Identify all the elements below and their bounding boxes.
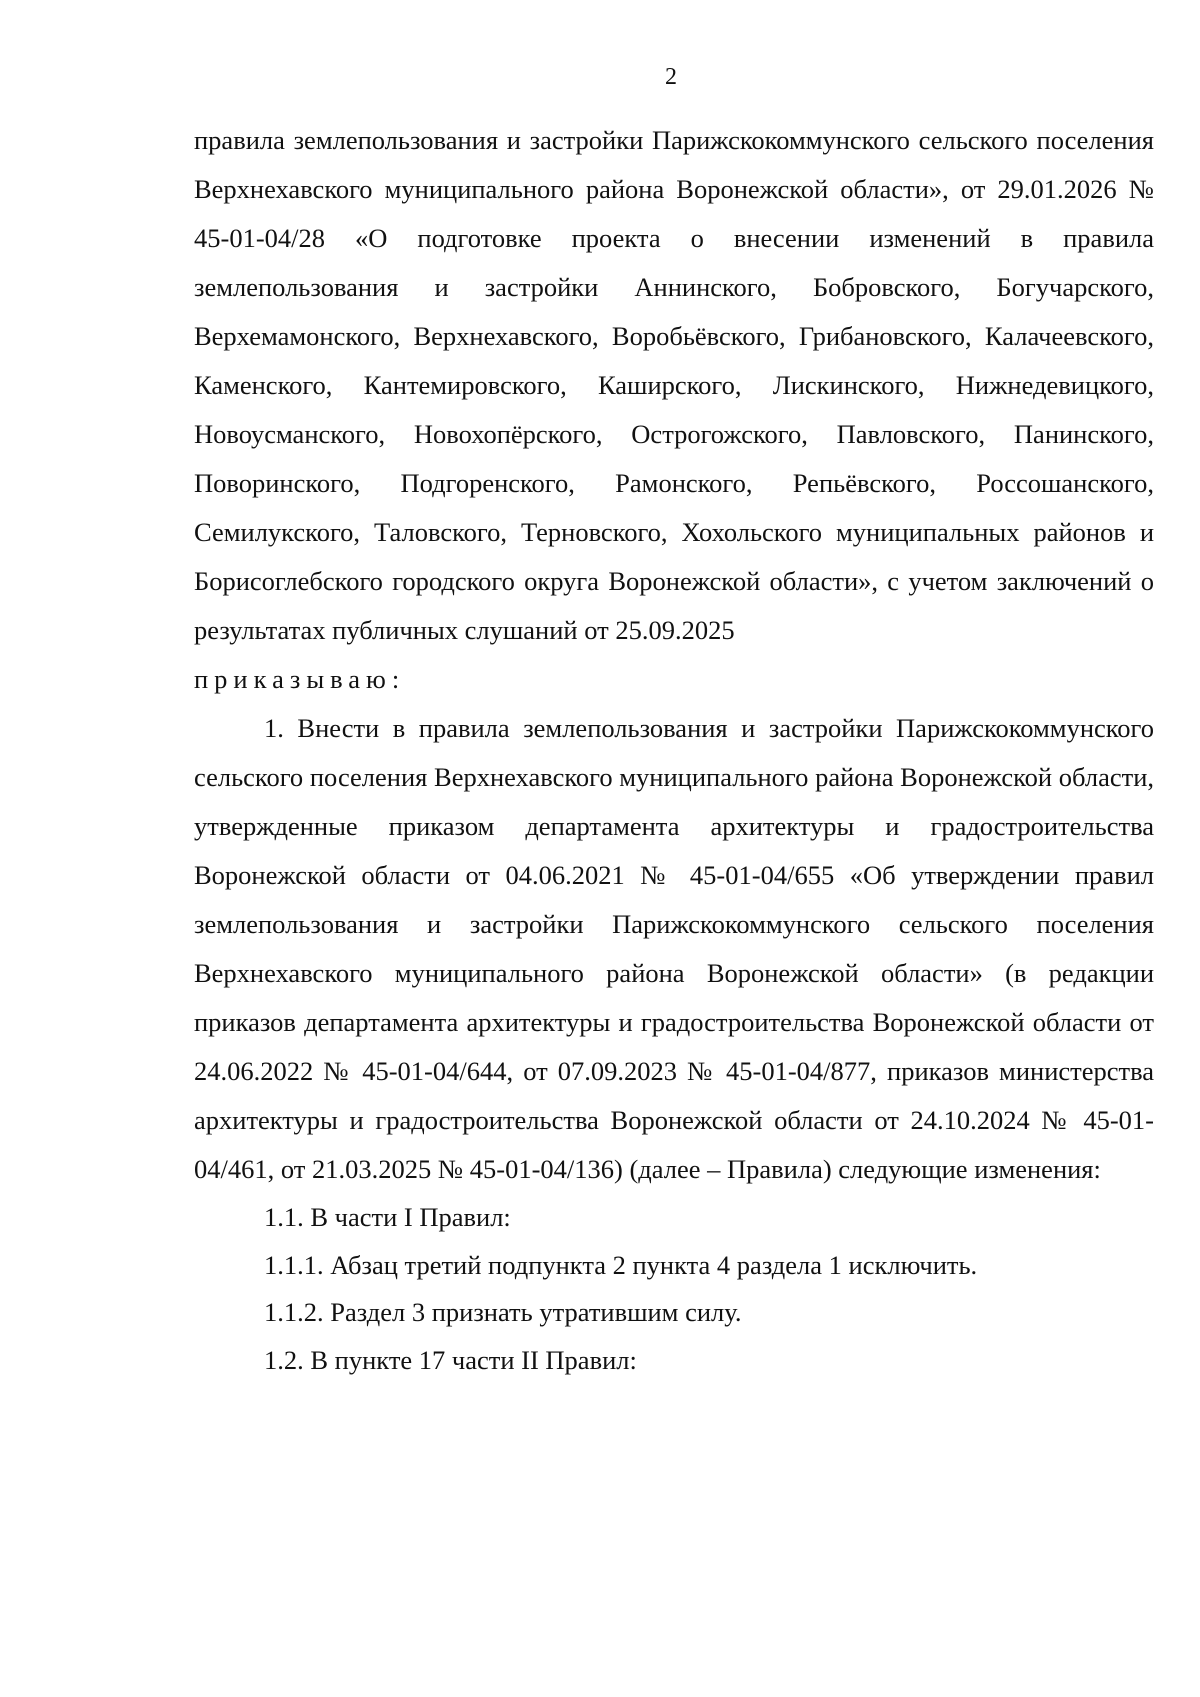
intro-paragraph: правила землепользования и застройки Парижскокоммунского сельского поселения Верхнехавского муниципального района Воронежской области», от 29.01.2026 № 45-01-04/28 «О подготовке проекта о внесении изменений в правила землепользования и застройки Аннинского, Бобровского, Богучарского, Верхемамонского, Верхнехавского, Воробьёвского, Грибановского, Калачеевского, Каменского, Кантемировского, Каширского, Лискинского, Нижнедевицкого, Новоусманского, Новохопёрского, Острогожского, Павловского, Панинского, Поворинского, Подгоренского, Рамонского, Репьёвского, Россошанского, Семилукского, Таловского, Терновского, Хохольского муниципальных районов и Борисоглебского городского округа Воронежской области», с учетом заключений о результатах публичных слушаний от 25.09.2025 [194,125,1154,645]
item-1-1-2: 1.1.2. Раздел 3 признать утратившим силу. [264,1297,742,1327]
document-body [194,116,1154,1384]
item-1-1-1: 1.1.1. Абзац третий подпункта 2 пункта 4 раздела 1 исключить. [264,1249,978,1280]
order-word: приказываю: [194,664,406,694]
page-number: 2 [665,64,677,90]
item-1-2: 1.2. В пункте 17 части II Правил: [264,1344,637,1375]
item-1-paragraph: 1. Внести в правила землепользования и застройки Парижскокоммунского сельского поселения Верхнехавского муниципального района Воронежской области, утвержденные приказом департамента архитектуры и градостроительства Воронежской области от 04.06.2021 № 45-01-04/655 «Об утверждении правил землепользования и застройки Парижскокоммунского сельского поселения Верхнехавского муниципального района Воронежской области» (в редакции приказов департамента архитектуры и градостроительства Воронежской области от 24.06.2022 № 45-01-04/644, от 07.09.2023 № 45-01-04/877, приказов министерства архитектуры и градостроительства Воронежской области от 24.10.2024 № 45-01-04/461, от 21.03.2025 № 45-01-04/136) (далее – Правила) следующие изменения: [194,713,1154,1184]
item-1-1: 1.1. В части I Правил: [264,1202,511,1232]
